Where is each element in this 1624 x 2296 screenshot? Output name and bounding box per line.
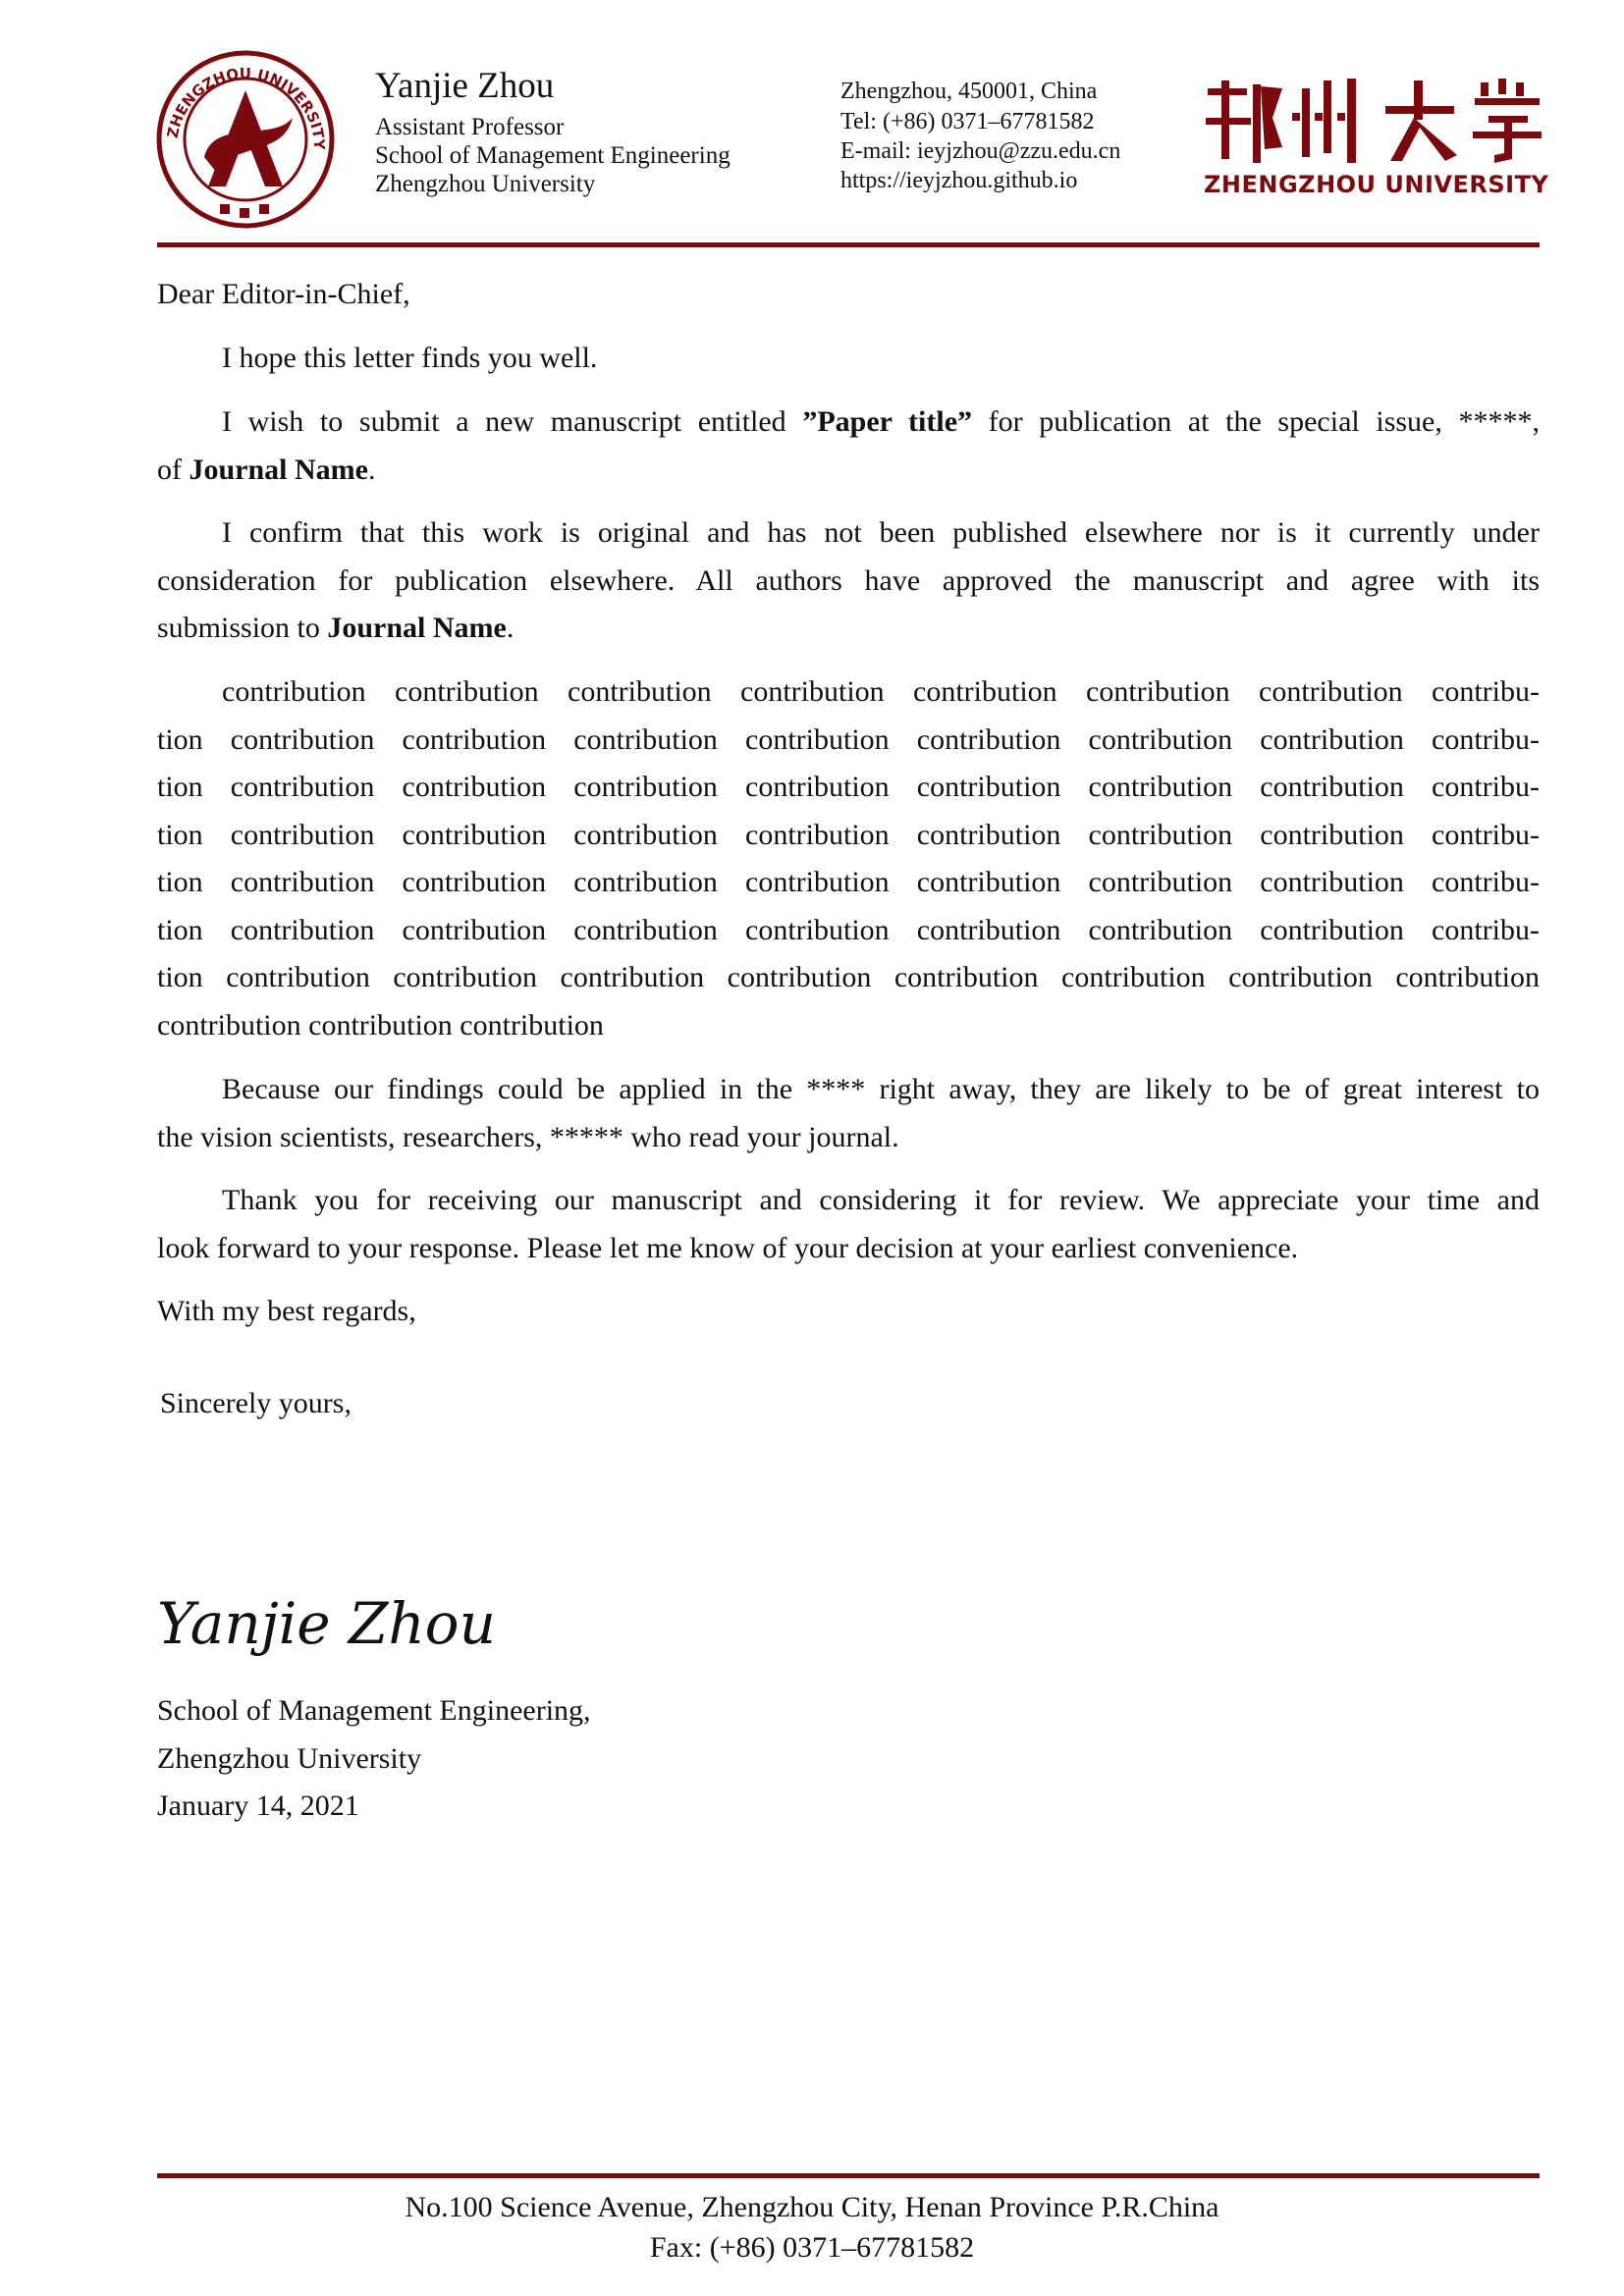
contribution-line: tion contribution contribution contribution contribution contribution contribution contribution contribu- <box>157 722 1540 756</box>
signature-school: School of Management Engineering, <box>157 1694 591 1727</box>
paragraph-contribution <box>157 668 1540 1049</box>
letter-date: January 14, 2021 <box>157 1789 359 1822</box>
contact-website[interactable]: https://ieyjzhou.github.io <box>840 168 1078 193</box>
closing-text: Sincerely yours, <box>160 1387 352 1419</box>
salutation <box>157 271 1540 319</box>
closing <box>160 1380 1543 1428</box>
paragraph-originality <box>157 509 1540 653</box>
journal-name: Journal Name <box>327 612 507 644</box>
contribution-line: tion contribution contribution contribution contribution contribution contribution contribution contribu- <box>157 771 1540 803</box>
university-english-logo-text: ZHENGZHOU UNIVERSITY <box>1204 171 1549 198</box>
originality-line-1: I confirm that this work is original and has not been published elsewhere nor is it currently under <box>222 516 1540 549</box>
sender-title: Assistant Professor <box>375 114 565 140</box>
thanks-line-1: Thank you for receiving our manuscript and considering it for review. We appreciate your time and <box>222 1184 1540 1216</box>
contribution-line: tion contribution contribution contribution contribution contribution contribution contribution contribu- <box>157 913 1540 946</box>
regards-text: With my best regards, <box>157 1295 416 1327</box>
contact-email[interactable]: E-mail: ieyjzhou@zzu.edu.cn <box>840 138 1121 164</box>
contribution-line: tion contribution contribution contribution contribution contribution contribution contribution contribu- <box>157 866 1540 898</box>
footer-divider <box>157 2173 1540 2178</box>
originality-line-3: submission to Journal Name. <box>157 612 514 644</box>
signature: Yanjie Zhou <box>157 1590 496 1657</box>
svg-text:ZHENGZHOU UNIVERSITY: ZHENGZHOU UNIVERSITY <box>163 64 329 150</box>
university-seal-logo <box>155 49 336 230</box>
contribution-line: tion contribution contribution contribution contribution contribution contribution contribution contribu- <box>157 818 1540 851</box>
contribution-line: tion contribution contribution contribution contribution contribution contribution contribution contribution <box>157 961 1540 993</box>
paragraph-thanks <box>157 1177 1540 1272</box>
contact-address: Zhengzhou, 450001, China <box>840 79 1098 104</box>
sender-school: School of Management Engineering <box>375 142 731 169</box>
signature-block <box>157 1687 1540 1831</box>
contribution-line: contribution contribution contribution contribution contribution contribution contribution contribu- <box>222 675 1540 708</box>
interest-line-2: the vision scientists, researchers, ***** who read your journal. <box>157 1120 899 1153</box>
sender-university: Zhengzhou University <box>375 171 596 197</box>
footer-fax: Fax: (+86) 0371–67781582 <box>649 2231 975 2264</box>
greeting-text: I hope this letter finds you well. <box>222 342 598 374</box>
paragraph-submission <box>157 399 1540 494</box>
header-divider <box>157 242 1540 247</box>
contribution-line: contribution contribution contribution <box>157 1008 604 1041</box>
thanks-line-2: look forward to your response. Please let me know of your decision at your earliest convenience. <box>157 1231 1299 1264</box>
university-calligraphy-logo <box>1204 79 1543 167</box>
submission-line-2: of Journal Name. <box>157 453 376 486</box>
originality-line-2: consideration for publication elsewhere. All authors have approved the manuscript and agree with its <box>157 563 1540 597</box>
submission-line-1: I wish to submit a new manuscript entitled ”Paper title” for publication at the special issue, *****, <box>222 405 1540 438</box>
salutation-text: Dear Editor-in-Chief, <box>157 278 410 310</box>
sender-name: Yanjie Zhou <box>375 66 555 106</box>
interest-line-1: Because our findings could be applied in the **** right away, they are likely to be of great interest to <box>222 1073 1540 1105</box>
footer-address: No.100 Science Avenue, Zhengzhou City, Henan Province P.R.China <box>405 2191 1219 2223</box>
paper-title: ”Paper title” <box>802 405 973 438</box>
signature-university: Zhengzhou University <box>157 1741 422 1775</box>
paragraph-greeting <box>157 335 1540 383</box>
journal-name: Journal Name <box>189 453 368 486</box>
contact-tel: Tel: (+86) 0371–67781582 <box>840 109 1095 134</box>
regards <box>157 1288 1540 1336</box>
paragraph-interest <box>157 1066 1540 1161</box>
